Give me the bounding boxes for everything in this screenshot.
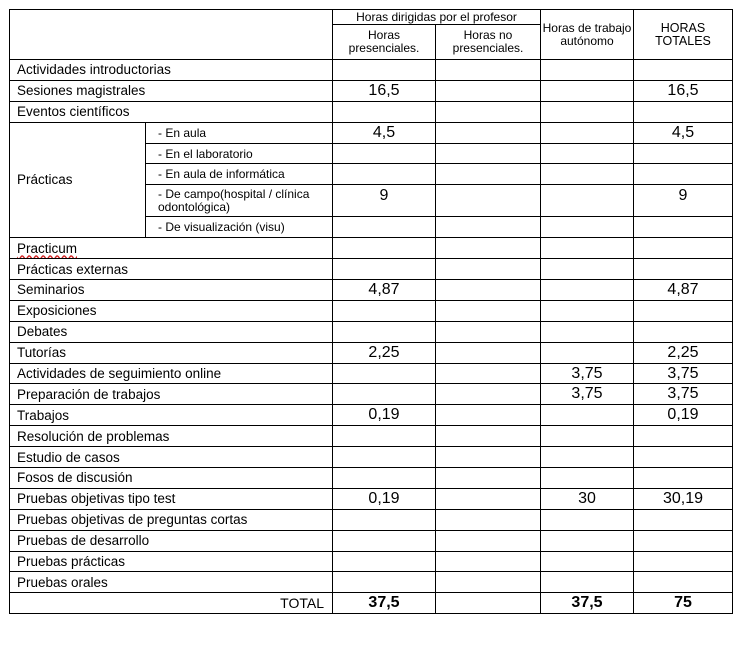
activity-label: Exposiciones [10,300,333,321]
activity-label: Actividades introductorias [10,60,333,81]
presencial-hours-cell [333,164,436,185]
table-row [10,238,733,259]
presencial-hours-cell [333,530,436,551]
presencial-hours-cell [333,426,436,447]
presencial-hours-cell: 4,87 [333,280,436,301]
table-row [10,468,733,489]
autonomous-hours-cell [541,509,634,530]
no-presencial-hours-cell [436,321,541,342]
table-row [10,426,733,447]
no-presencial-hours-cell [436,101,541,122]
presencial-hours-cell [333,363,436,384]
autonomous-hours-cell [541,426,634,447]
table-row [10,321,733,342]
no-presencial-hours-cell [436,363,541,384]
no-presencial-hours-cell [436,405,541,426]
table-row [10,259,733,280]
table-row [10,488,733,509]
no-presencial-hours-cell [436,468,541,489]
practicas-subtype-label: - De visualización (visu) [146,217,333,238]
total-hours-cell: 30,19 [634,488,733,509]
autonomous-hours-cell: 30 [541,488,634,509]
no-presencial-hours-cell [436,530,541,551]
total-hours-cell [634,468,733,489]
no-presencial-hours-cell [436,426,541,447]
activity-label: Sesiones magistrales [10,80,333,101]
total-hours-cell [634,509,733,530]
presencial-hours-cell [333,60,436,81]
header-presencial: Horas presenciales. [333,25,436,60]
no-presencial-hours-cell [436,217,541,238]
hours-table [9,9,733,614]
presencial-hours-cell: 4,5 [333,122,436,143]
no-presencial-hours-cell [436,122,541,143]
header-row-top [10,10,733,25]
presencial-hours-cell: 0,19 [333,405,436,426]
total-hours-cell: 9 [634,185,733,217]
total-hours-cell: 4,5 [634,122,733,143]
autonomous-hours-cell: 3,75 [541,363,634,384]
table-row [10,572,733,593]
activity-label: Practicum [10,238,333,259]
activity-label: Pruebas objetivas de preguntas cortas [10,509,333,530]
no-presencial-hours-cell [436,488,541,509]
total-hours-cell [634,447,733,468]
autonomous-hours-cell [541,143,634,164]
presencial-hours-cell [333,572,436,593]
table-row [10,405,733,426]
presencial-hours-cell [333,300,436,321]
no-presencial-hours-cell [436,80,541,101]
table-row [10,101,733,122]
autonomous-hours-cell [541,164,634,185]
practicas-label: Prácticas [10,122,146,238]
header-no-presencial: Horas no presenciales. [436,25,541,60]
activity-label: Seminarios [10,280,333,301]
total-hours-cell [634,60,733,81]
presencial-hours-cell [333,468,436,489]
practicas-subtype-label: - En aula [146,122,333,143]
presencial-hours-cell [333,143,436,164]
autonomous-hours-cell [541,468,634,489]
presencial-hours-cell [333,447,436,468]
no-presencial-hours-cell [436,259,541,280]
autonomous-hours-cell [541,405,634,426]
header-autonomous-hours: Horas de trabajo autónomo [541,10,634,60]
practicas-subtype-label: - De campo(hospital / clínica odontológica) [146,185,333,217]
autonomous-hours-cell [541,60,634,81]
table-row [10,384,733,405]
presencial-hours-cell: 9 [333,185,436,217]
no-presencial-hours-cell [436,143,541,164]
presencial-hours-cell [333,238,436,259]
autonomous-hours-cell [541,185,634,217]
presencial-hours-cell [333,384,436,405]
total-hours-cell [634,572,733,593]
total-hours-cell [634,143,733,164]
total-hours-cell: 3,75 [634,363,733,384]
table-row [10,60,733,81]
autonomous-hours-cell [541,280,634,301]
autonomous-hours-cell [541,572,634,593]
table-row [10,530,733,551]
total-row [10,593,733,614]
activity-label: Pruebas prácticas [10,551,333,572]
presencial-hours-cell [333,321,436,342]
practicas-subtype-label: - En el laboratorio [146,143,333,164]
no-presencial-hours-cell [436,447,541,468]
activity-label: Estudio de casos [10,447,333,468]
activity-label: Debates [10,321,333,342]
header-empty-cell [10,10,333,60]
autonomous-hours-cell [541,238,634,259]
total-hours-cell [634,101,733,122]
no-presencial-hours-cell [436,342,541,363]
autonomous-hours-cell [541,447,634,468]
presencial-hours-cell [333,551,436,572]
presencial-hours-cell [333,217,436,238]
autonomous-hours-cell [541,530,634,551]
table-row [10,551,733,572]
presencial-hours-cell: 16,5 [333,80,436,101]
presencial-hours-cell: 2,25 [333,342,436,363]
table-row [10,447,733,468]
presencial-hours-cell [333,101,436,122]
total-hours-cell [634,217,733,238]
activity-label: Pruebas orales [10,572,333,593]
total-autonomous-cell: 37,5 [541,593,634,614]
total-presencial-cell: 37,5 [333,593,436,614]
presencial-hours-cell [333,509,436,530]
header-directed-hours: Horas dirigidas por el profesor [333,10,541,25]
presencial-hours-cell: 0,19 [333,488,436,509]
total-hours-cell [634,259,733,280]
table-row [10,80,733,101]
total-hours-cell: 4,87 [634,280,733,301]
no-presencial-hours-cell [436,572,541,593]
total-label: TOTAL [10,593,333,614]
total-hours-cell: 0,19 [634,405,733,426]
activity-label: Eventos científicos [10,101,333,122]
table-row [10,280,733,301]
activity-label: Resolución de problemas [10,426,333,447]
autonomous-hours-cell [541,122,634,143]
autonomous-hours-cell [541,342,634,363]
activity-label: Pruebas de desarrollo [10,530,333,551]
autonomous-hours-cell [541,259,634,280]
no-presencial-hours-cell [436,509,541,530]
total-hours-cell: 3,75 [634,384,733,405]
autonomous-hours-cell [541,80,634,101]
total-hours-cell: 2,25 [634,342,733,363]
total-hours-cell [634,300,733,321]
total-hours-cell [634,530,733,551]
autonomous-hours-cell [541,321,634,342]
no-presencial-hours-cell [436,185,541,217]
autonomous-hours-cell [541,551,634,572]
hours-table-body [10,10,733,614]
no-presencial-hours-cell [436,60,541,81]
no-presencial-hours-cell [436,164,541,185]
table-row [10,342,733,363]
autonomous-hours-cell [541,217,634,238]
total-hours-sum-cell: 75 [634,593,733,614]
total-hours-cell [634,426,733,447]
autonomous-hours-cell [541,300,634,321]
total-hours-cell [634,321,733,342]
activity-label: Pruebas objetivas tipo test [10,488,333,509]
total-hours-cell [634,238,733,259]
total-no-presencial-cell [436,593,541,614]
presencial-hours-cell [333,259,436,280]
no-presencial-hours-cell [436,551,541,572]
total-hours-cell: 16,5 [634,80,733,101]
autonomous-hours-cell: 3,75 [541,384,634,405]
no-presencial-hours-cell [436,280,541,301]
total-hours-cell [634,164,733,185]
practicas-row [10,122,733,143]
no-presencial-hours-cell [436,384,541,405]
activity-label: Tutorías [10,342,333,363]
activity-label: Fosos de discusión [10,468,333,489]
no-presencial-hours-cell [436,300,541,321]
practicas-subtype-label: - En aula de informática [146,164,333,185]
total-hours-cell [634,551,733,572]
table-row [10,509,733,530]
autonomous-hours-cell [541,101,634,122]
activity-label: Preparación de trabajos [10,384,333,405]
activity-label: Trabajos [10,405,333,426]
activity-label: Prácticas externas [10,259,333,280]
table-row [10,300,733,321]
activity-label: Actividades de seguimiento online [10,363,333,384]
table-row [10,363,733,384]
header-total-hours: HORAS TOTALES [634,10,733,60]
no-presencial-hours-cell [436,238,541,259]
